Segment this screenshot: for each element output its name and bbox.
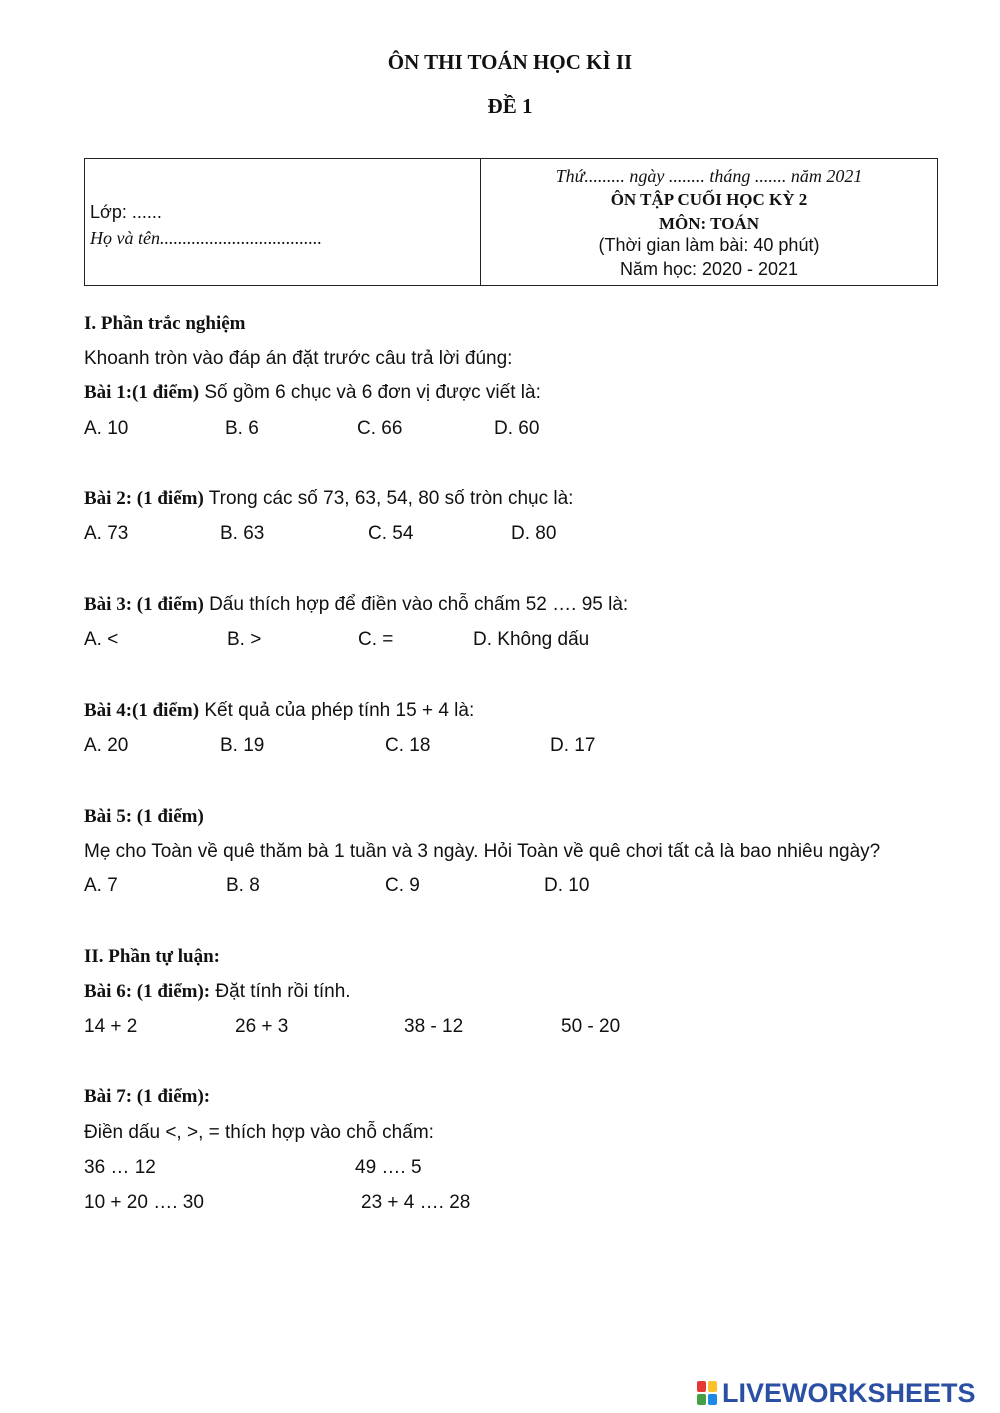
q7-item-2[interactable]: 49 …. 5 [355, 1157, 422, 1178]
q3-option-d[interactable]: D. Không dấu [473, 629, 590, 650]
exam-info [481, 159, 937, 285]
question-6-label: Bài 6: (1 điểm): [84, 981, 211, 1002]
question-5-label: Bài 5: (1 điểm) [84, 806, 204, 827]
question-4 [84, 700, 474, 722]
q7-item-1[interactable]: 36 … 12 [84, 1157, 156, 1178]
question-2 [84, 488, 573, 510]
school-year: Năm học: 2020 - 2021 [619, 259, 799, 279]
question-5-text: Mẹ cho Toàn về quê thăm bà 1 tuần và 3 ngày. Hỏi Toàn về quê chơi tất cả là bao nhiêu ngày? [84, 841, 881, 862]
q2-option-c[interactable]: C. 54 [368, 523, 414, 544]
question-3 [84, 594, 628, 616]
question-5-label-line [84, 806, 204, 828]
student-info-box [84, 158, 938, 286]
q7-item-4[interactable]: 23 + 4 …. 28 [361, 1192, 471, 1213]
question-3-label: Bài 3: (1 điểm) [84, 594, 204, 615]
page-subtitle: ĐỀ 1 [487, 94, 533, 118]
page-title: ÔN THI TOÁN HỌC KÌ II [387, 50, 633, 74]
duration: (Thời gian làm bài: 40 phút) [598, 235, 820, 255]
question-7-text: Điền dấu <, >, = thích hợp vào chỗ chấm: [84, 1122, 434, 1143]
q5-option-c[interactable]: C. 9 [385, 875, 420, 896]
q6-item-2: 26 + 3 [235, 1016, 289, 1037]
q7-item-3[interactable]: 10 + 20 …. 30 [84, 1192, 204, 1213]
q1-option-b[interactable]: B. 6 [225, 418, 259, 439]
q4-option-d[interactable]: D. 17 [550, 735, 596, 756]
q2-option-b[interactable]: B. 63 [220, 523, 265, 544]
class-field: Lớp: ...... [90, 202, 162, 222]
q3-option-c[interactable]: C. = [358, 629, 394, 650]
liveworksheets-logo [697, 1378, 976, 1409]
liveworksheets-logo-text: LIVEWORKSHEETS [722, 1378, 976, 1408]
part1-heading: I. Phần trắc nghiệm [84, 313, 246, 334]
question-6 [84, 981, 351, 1003]
question-7-label-line [84, 1086, 210, 1108]
question-1 [84, 382, 541, 404]
q5-option-d[interactable]: D. 10 [544, 875, 590, 896]
date-line: Thứ......... ngày ........ tháng ....... năm 2021 [555, 166, 863, 186]
question-2-text: Trong các số 73, 63, 54, 80 số tròn chục là: [203, 488, 574, 509]
question-3-text: Dấu thích hợp để điền vào chỗ chấm 52 …. 95 là: [203, 594, 629, 615]
q2-option-a[interactable]: A. 73 [84, 523, 129, 544]
q4-option-c[interactable]: C. 18 [385, 735, 431, 756]
question-4-text: Kết quả của phép tính 15 + 4 là: [199, 700, 475, 721]
q6-item-1: 14 + 2 [84, 1016, 138, 1037]
question-1-text: Số gồm 6 chục và 6 đơn vị được viết là: [199, 382, 541, 403]
part2-heading: II. Phần tự luận: [84, 946, 220, 967]
q1-option-c[interactable]: C. 66 [357, 418, 403, 439]
q5-option-b[interactable]: B. 8 [226, 875, 260, 896]
q4-option-a[interactable]: A. 20 [84, 735, 129, 756]
question-1-label: Bài 1:(1 điểm) [84, 382, 200, 403]
question-4-label: Bài 4:(1 điểm) [84, 700, 200, 721]
question-7-label: Bài 7: (1 điểm): [84, 1086, 211, 1107]
q3-option-a[interactable]: A. < [84, 629, 119, 650]
q1-option-a[interactable]: A. 10 [84, 418, 129, 439]
liveworksheets-logo-icon [697, 1381, 719, 1407]
subject-title: MÔN: TOÁN [659, 214, 759, 233]
q1-option-d[interactable]: D. 60 [494, 418, 540, 439]
q5-option-a[interactable]: A. 7 [84, 875, 118, 896]
q4-option-b[interactable]: B. 19 [220, 735, 265, 756]
q3-option-b[interactable]: B. > [227, 629, 262, 650]
question-2-label: Bài 2: (1 điểm) [84, 488, 204, 509]
name-field: Họ và tên.................................... [90, 228, 322, 248]
question-6-text: Đặt tính rồi tính. [210, 981, 351, 1002]
q2-option-d[interactable]: D. 80 [511, 523, 557, 544]
part1-instruction: Khoanh tròn vào đáp án đặt trước câu trả lời đúng: [84, 348, 513, 369]
review-title: ÔN TẬP CUỐI HỌC KỲ 2 [610, 190, 808, 209]
q6-item-4: 50 - 20 [561, 1016, 621, 1037]
q6-item-3: 38 - 12 [404, 1016, 464, 1037]
